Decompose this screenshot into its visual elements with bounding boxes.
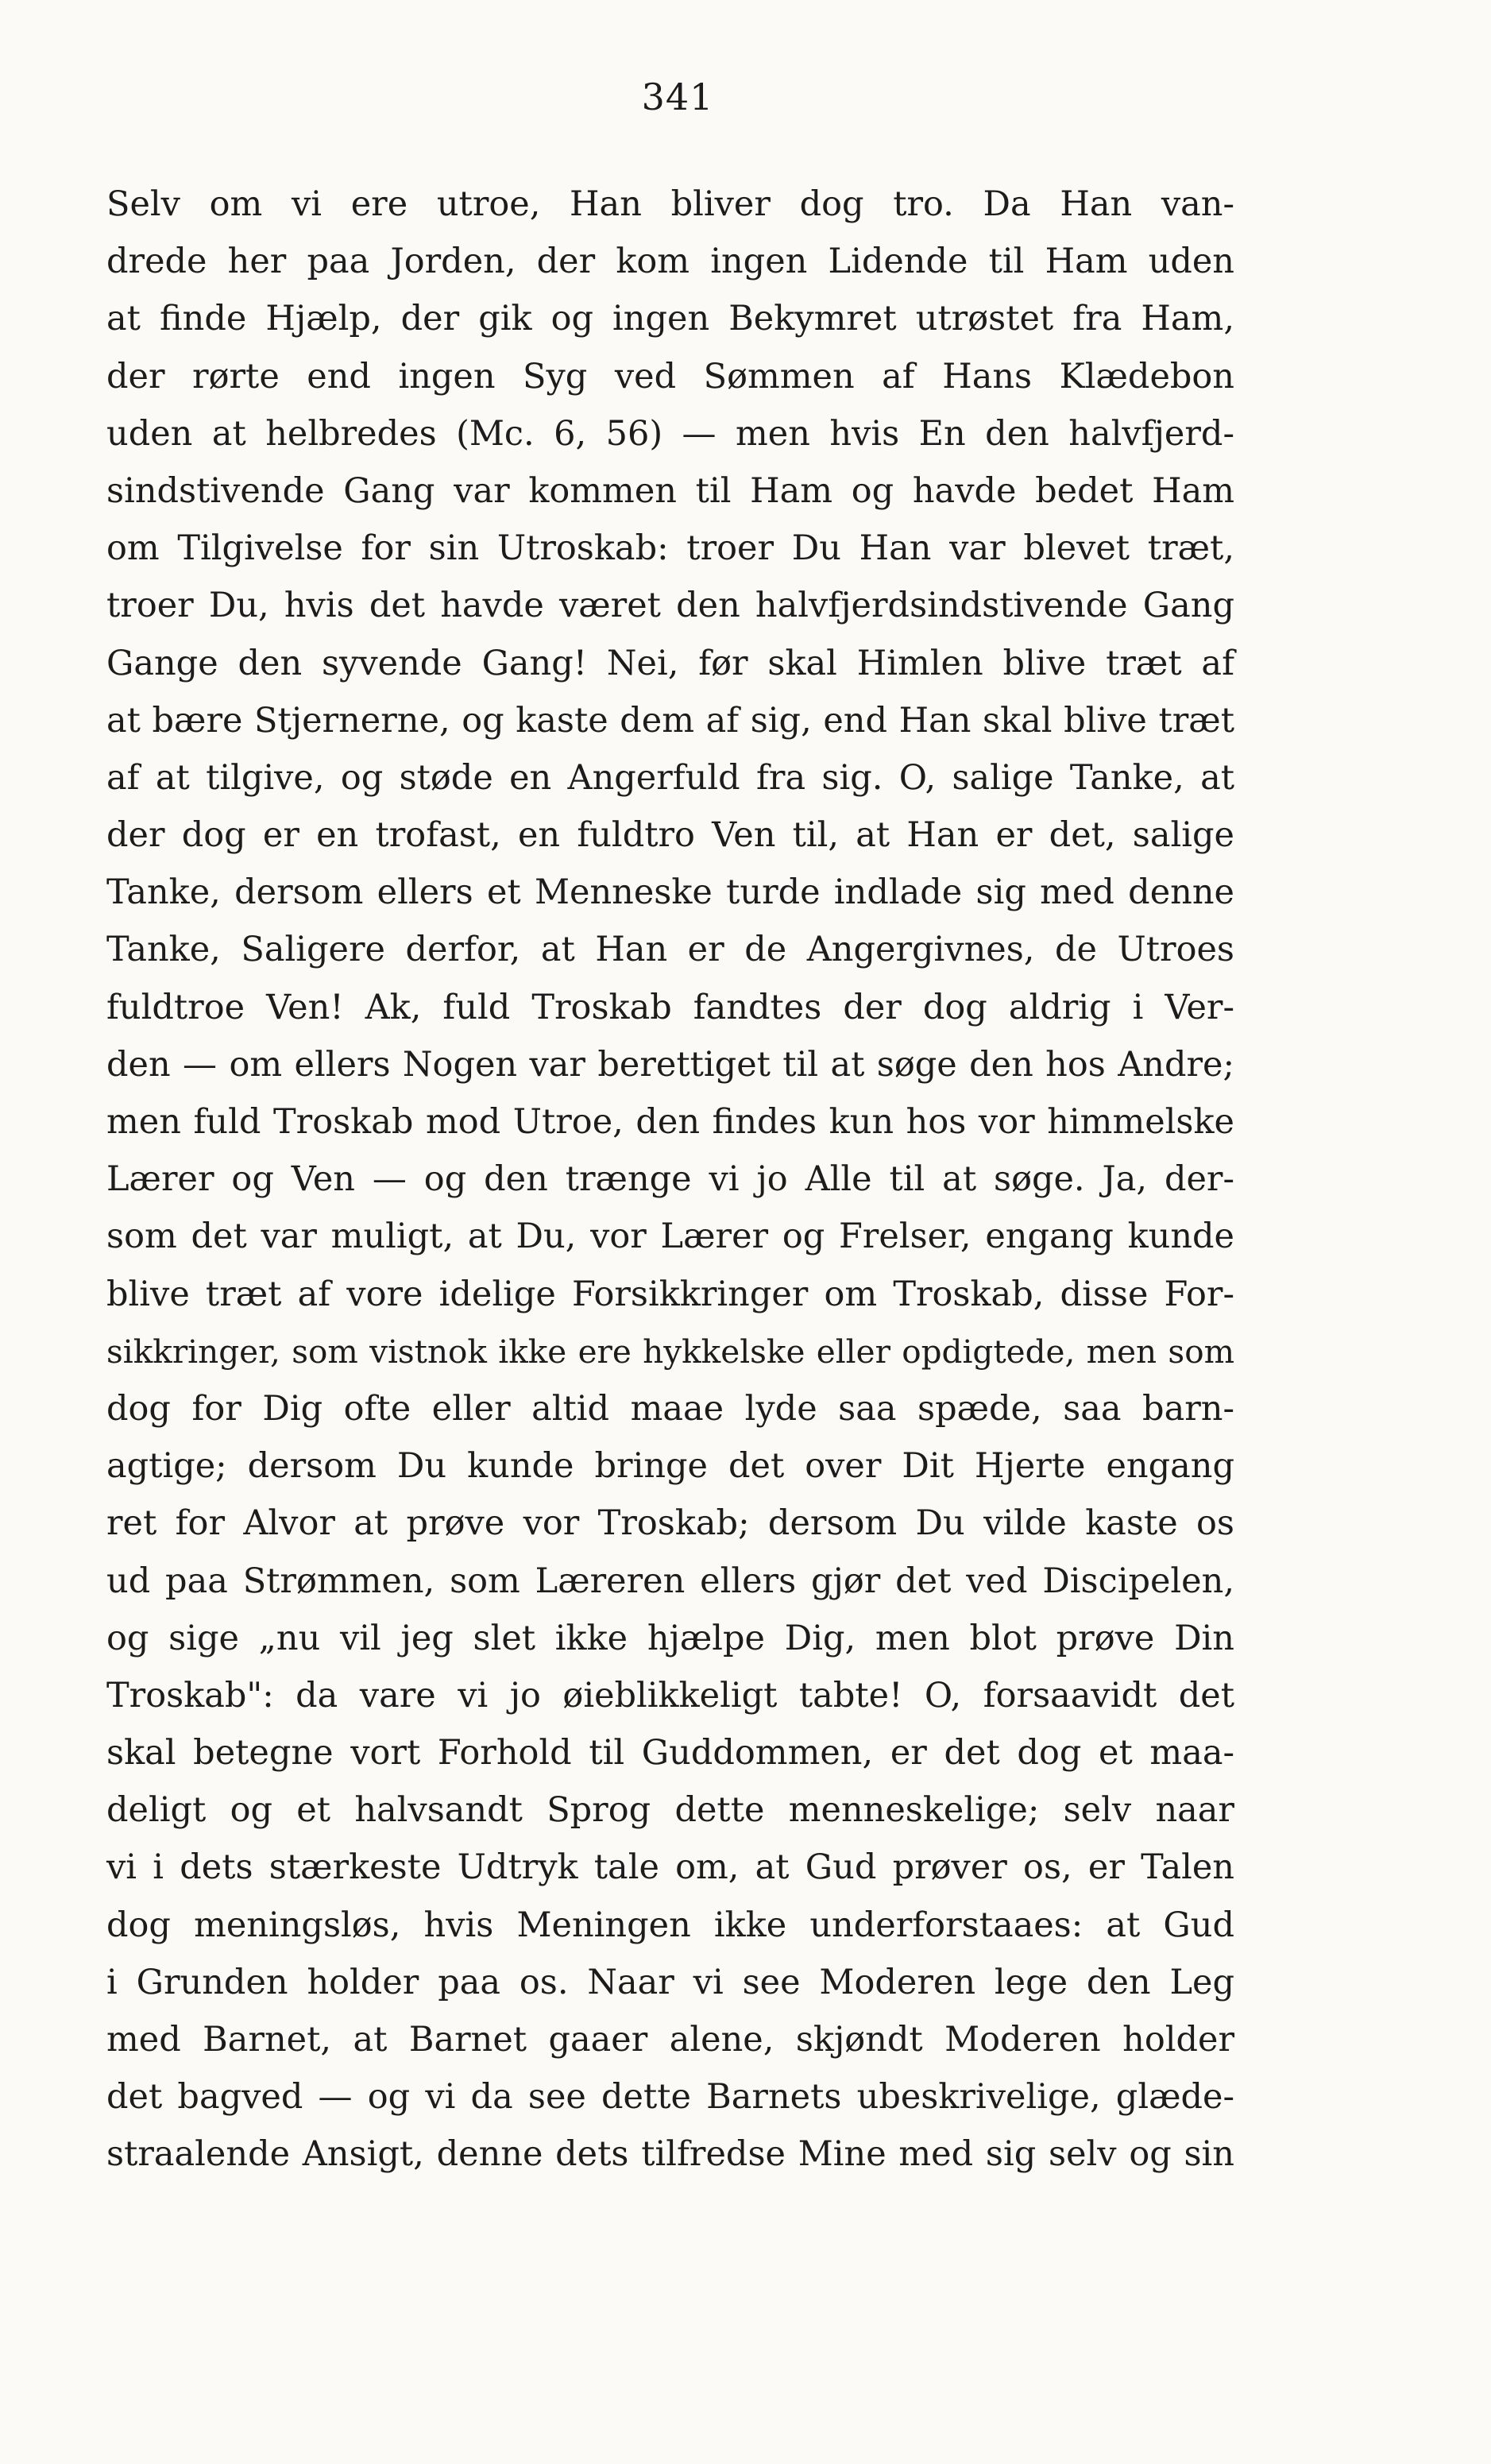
text-line: uden at helbredes (Mc. 6, 56) — men hvis En den halvfjerd- [106,413,1234,454]
text-line: skal betegne vort Forhold til Guddommen, er det dog et maa- [106,1733,1234,1774]
text-line: vi i dets stærkeste Udtryk tale om, at Gud prøver os, er Talen [106,1847,1234,1888]
text-line: det bagved — og vi da see dette Barnets ubeskrivelige, glæde- [106,2077,1234,2118]
text-line: at bære Stjernerne, og kaste dem af sig, end Han skal blive træt [106,700,1234,741]
text-line: og sige „nu vil jeg slet ikke hjælpe Dig, men blot prøve Din [106,1618,1234,1658]
text-line: troer Du, hvis det havde været den halvfjerdsindstivende Gang [106,586,1234,626]
text-line: straalende Ansigt, denne dets tilfredse Mine med sig selv og sin [106,2134,1234,2175]
text-line: ret for Alvor at prøve vor Troskab; dersom Du vilde kaste os [106,1503,1234,1544]
text-line: Lærer og Ven — og den trænge vi jo Alle til at søge. Ja, der- [106,1159,1234,1200]
text-line: drede her paa Jorden, der kom ingen Lidende til Ham uden [106,242,1234,282]
text-line: i Grunden holder paa os. Naar vi see Moderen lege den Leg [106,1962,1234,2002]
text-line: at finde Hjælp, der gik og ingen Bekymret utrøstet fra Ham, [106,299,1234,339]
text-line: men fuld Troskab mod Utroe, den findes kun hos vor himmelske [106,1102,1234,1142]
text-line: Tanke, dersom ellers et Menneske turde indlade sig med denne [106,872,1234,913]
text-line: sikkringer, som vistnok ikke ere hykkelske eller opdigtede, men som [106,1332,1234,1371]
text-line: fuldtroe Ven! Ak, fuld Troskab fandtes der dog aldrig i Ver- [106,987,1234,1027]
text-line: dog meningsløs, hvis Meningen ikke underforstaaes: at Gud [106,1905,1234,1945]
text-line: Troskab": da vare vi jo øieblikkeligt tabte! O, forsaavidt det [106,1675,1234,1716]
text-line: med Barnet, at Barnet gaaer alene, skjøndt Moderen holder [106,2020,1234,2060]
text-line: ud paa Strømmen, som Læreren ellers gjør det ved Discipelen, [106,1561,1234,1601]
text-line: dog for Dig ofte eller altid maae lyde saa spæde, saa barn- [106,1388,1234,1429]
text-line: agtige; dersom Du kunde bringe det over Dit Hjerte engang [106,1446,1234,1487]
text-line: Selv om vi ere utroe, Han bliver dog tro. Da Han van- [106,184,1234,224]
text-line: af at tilgive, og støde en Angerfuld fra sig. O, salige Tanke, at [106,757,1234,798]
text-line: sindstivende Gang var kommen til Ham og havde bedet Ham [106,470,1234,511]
body-text [106,176,1234,2184]
text-line: deligt og et halvsandt Sprog dette menneskelige; selv naar [106,1790,1234,1831]
page-number: 341 [641,75,714,118]
text-line: der rørte end ingen Syg ved Sømmen af Hans Klædebon [106,356,1234,396]
text-line: som det var muligt, at Du, vor Lærer og Frelser, engang kunde [106,1217,1234,1257]
text-line: der dog er en trofast, en fuldtro Ven til, at Han er det, salige [106,815,1234,856]
text-line: blive træt af vore idelige Forsikkringer om Troskab, disse For- [106,1274,1234,1314]
text-line: om Tilgivelse for sin Utroskab: troer Du Han var blevet træt, [106,528,1234,569]
text-line: Tanke, Saligere derfor, at Han er de Angergivnes, de Utroes [106,930,1234,970]
text-line: den — om ellers Nogen var berettiget til at søge den hos Andre; [106,1044,1234,1085]
text-line: Gange den syvende Gang! Nei, før skal Himlen blive træt af [106,643,1234,683]
